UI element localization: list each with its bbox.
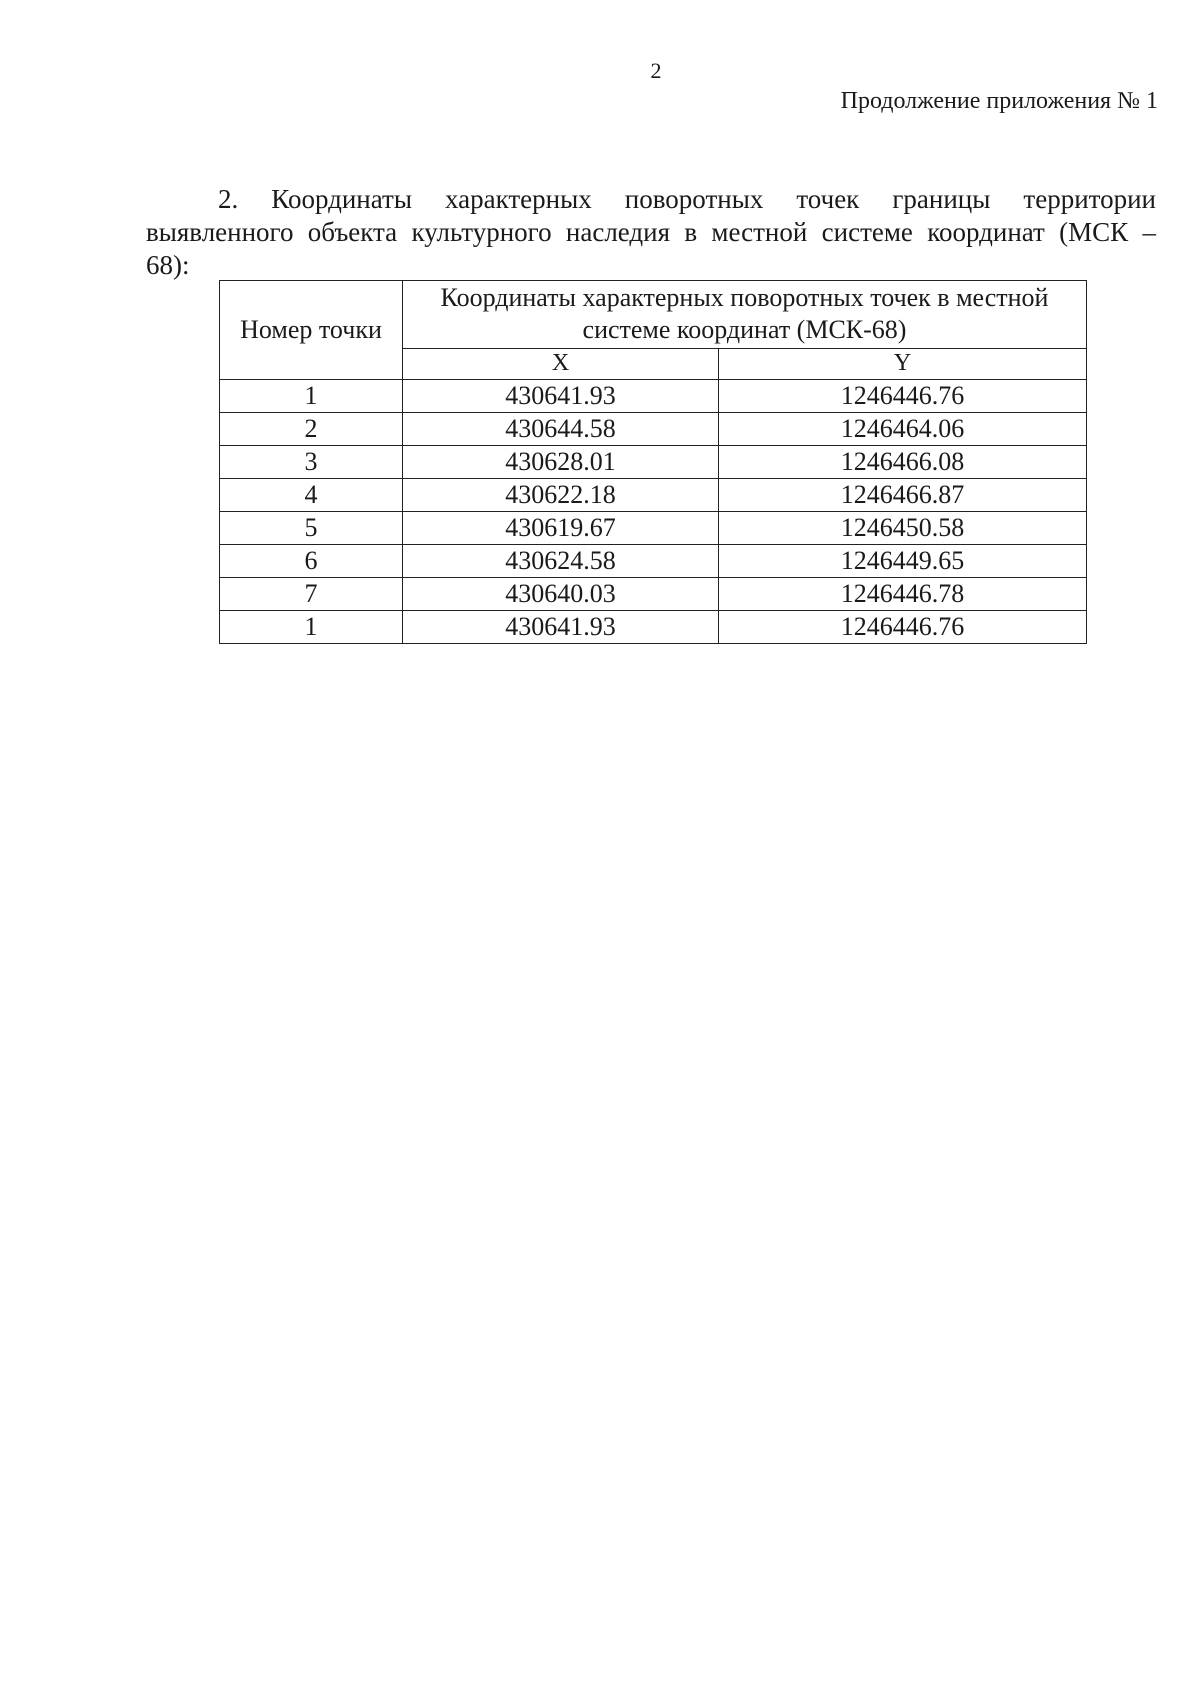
cell-y: 1246446.76 (719, 380, 1087, 413)
table-row (220, 545, 1087, 578)
cell-x: 430641.93 (403, 611, 719, 644)
cell-x: 430622.18 (403, 479, 719, 512)
cell-x: 430644.58 (403, 413, 719, 446)
cell-y: 1246466.87 (719, 479, 1087, 512)
cell-x: 430640.03 (403, 578, 719, 611)
table-row (220, 512, 1087, 545)
cell-y: 1246446.76 (719, 611, 1087, 644)
cell-y: 1246446.78 (719, 578, 1087, 611)
cell-point: 6 (220, 545, 403, 578)
header-coordinates-group: Координаты характерных поворотных точек в местной системе координат (МСК-68) (403, 281, 1087, 349)
cell-point: 4 (220, 479, 403, 512)
table-row (220, 413, 1087, 446)
cell-y: 1246464.06 (719, 413, 1087, 446)
appendix-continuation-label: Продолжение приложения № 1 (840, 88, 1158, 114)
cell-x: 430624.58 (403, 545, 719, 578)
header-x: X (403, 348, 719, 379)
cell-y: 1246450.58 (719, 512, 1087, 545)
table-row (220, 446, 1087, 479)
table-row (220, 578, 1087, 611)
coordinates-table (219, 280, 1087, 644)
cell-x: 430628.01 (403, 446, 719, 479)
section-paragraph: 2. Координаты характерных поворотных точек границы территории выявленного объекта культурного наследия в местной системе координат (МСК – 68): (146, 184, 1156, 280)
cell-point: 5 (220, 512, 403, 545)
header-y: Y (719, 348, 1087, 379)
cell-y: 1246466.08 (719, 446, 1087, 479)
cell-point: 1 (220, 380, 403, 413)
cell-point: 2 (220, 413, 403, 446)
cell-y: 1246449.65 (719, 545, 1087, 578)
cell-point: 3 (220, 446, 403, 479)
cell-x: 430641.93 (403, 380, 719, 413)
cell-point: 7 (220, 578, 403, 611)
cell-x: 430619.67 (403, 512, 719, 545)
page-number: 2 (650, 58, 662, 83)
header-point-number: Номер точки (220, 281, 403, 380)
table-row (220, 611, 1087, 644)
table-row (220, 380, 1087, 413)
table-row (220, 479, 1087, 512)
cell-point: 1 (220, 611, 403, 644)
